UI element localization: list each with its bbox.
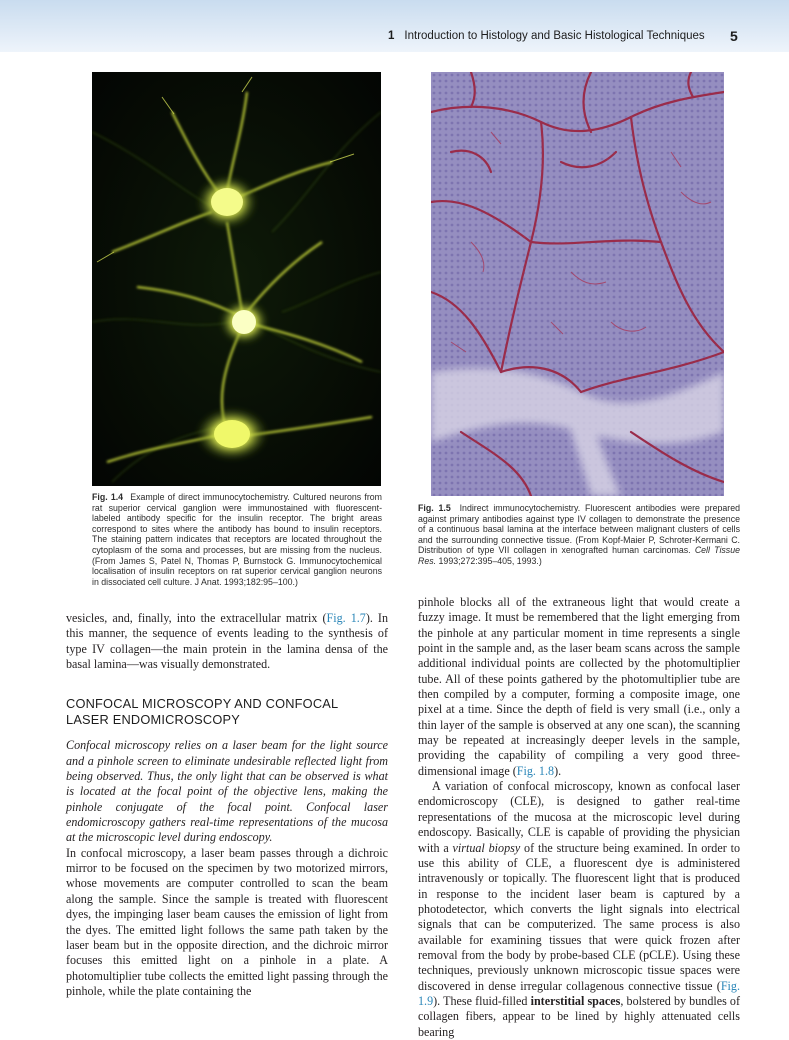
paragraph-text: pinhole blocks all of the extraneous light that would create a fuzzy image. It must be remembered that the light emerging from the pinhole at any particular moment in time represents a single point in the sample and, as the laser beam scans across the sample additional individual points are collected by the photomultiplier tube. All of these points gathered by the photomultiplier tube are then compiled by a computer, forming a composite image, one pixel at a time. Since the depth of field is very small (i.e., only a thin layer of the sample is observed at any one scan), the scanning may be repeated at increasingly deeper levels in the sample, providing the capability of compiling a very good three-dimensional image ( [418, 595, 740, 778]
figure-1-5-tissue-image [431, 72, 724, 496]
paragraph-text: of the structure being examined. In order to use this ability of CLE, a fluorescent dye is administered intravenously or topically. The fluorescent light that is produced in response to the incident laser beam is captured by a photodetector, which converts the light signals into electrical signals that can be computerized. The same process is also available for examining tissues that were quick frozen after removal from the body by probe-based CLE (pCLE). Using these techniques, previously unknown microscopic tissue spaces were discovered in dense irregular collagenous connective tissue ( [418, 840, 740, 993]
paragraph-text: ). In this manner, the sequence of events leading to the synthesis of type IV collagen—the main protein in the lamina densa of the basal lamina—was visually demonstrated. [66, 611, 388, 672]
paragraph-text: vesicles, and, finally, into the extracellular matrix ( [66, 611, 327, 625]
chapter-title: Introduction to Histology and Basic Histological Techniques [404, 30, 705, 42]
paragraph-text: , bolstered by bundles of collagen fibers, appear to be lined by highly attenuated cells bearing [418, 993, 740, 1039]
figure-1-5-caption-text: Indirect immunocytochemistry. Fluorescent antibodies were prepared against primary antibodies against type IV collagen to demonstrate the presence of a continuous basal lamina at the interface between malignant clusters of cells and the surrounding connective tissue. (From Kopf-Maier P, Schroter-Kermani C. Distribution of type VII collagen in xenografted human carcinomas. [418, 503, 740, 556]
figure-1-5-citation-end: 1993;272:395–405, 1993.) [436, 555, 542, 566]
paragraph-text: ). [554, 763, 562, 778]
paragraph-text: A variation of confocal microscopy, known as confocal laser endomicroscopy (CLE), is designed to gather real-time representations of the mucosa at the microscopic level during endoscopy. Basically, CLE is capable of providing the physician with a [418, 779, 740, 855]
section-heading-line-1: CONFOCAL MICROSCOPY AND CONFOCAL [66, 696, 339, 712]
fig-1-9-link[interactable]: Fig. 1.9 [418, 978, 740, 1008]
figure-1-4-caption [92, 492, 382, 587]
paragraph-text: ). These fluid-filled [433, 993, 531, 1008]
figure-1-4-label: Fig. 1.4 [92, 492, 124, 502]
page-number: 5 [730, 28, 738, 44]
figure-1-4-neurons-image [92, 72, 381, 486]
figure-1-5-journal: Cell Tissue Res. [418, 545, 740, 566]
key-term: interstitial spaces [530, 993, 621, 1008]
running-head [388, 30, 705, 42]
header-band [0, 0, 789, 52]
figure-1-4-caption-text: Example of direct immunocytochemistry. Cultured neurons from rat superior cervical ganglion were immunostained with fluorescent-labeled antibody specific for the insulin receptor. The bright areas correspond to sites where the antibody has bound to insulin receptors. The staining pattern indicates that receptors are located throughout the cytoplasm of the soma and processes, but are missing from the nucleus. (From James S, Patel N, Thomas P, Burnstock G. Immunocytochemical localisation of insulin receptors on rat superior cervical ganglion neurons in dissociated cell culture. J Anat. 1993;182:95–100.) [92, 492, 382, 587]
emphasis-text: virtual biopsy [452, 840, 521, 855]
figure-1-5-label: Fig. 1.5 [418, 503, 451, 513]
right-column [418, 595, 740, 1040]
fig-1-8-link[interactable]: Fig. 1.8 [516, 763, 555, 778]
left-column [66, 611, 388, 999]
paragraph [418, 779, 740, 1040]
figure-1-5-caption [418, 503, 740, 567]
section-abstract: Confocal microscopy relies on a laser beam for the light source and a pinhole screen to eliminate undesirable reflected light from being observed. Thus, the only light that can be observed is what is located at the focal point of the objective lens, making the pinhole conjugate of the focal point. Confocal laser endomicroscopy gathers real-time representations of the mucosa at the microscopic level during endoscopy. [66, 738, 388, 845]
paragraph: In confocal microscopy, a laser beam passes through a dichroic mirror to be focused on the specimen by two motorized mirrors, whose movements are computer controlled to scan the beam along the sample. Since the sample is treated with fluorescent dyes, the impinging laser beam causes the emission of light from the dyes. The emitted light follows the same path taken by the laser beam but in the opposite direction, and the dichroic mirror focuses this emitted light on a pinhole in a plate. A photomultiplier tube collects the emitted light passing through the pinhole, while the plate containing the [66, 845, 388, 998]
section-heading [66, 696, 388, 727]
paragraph [418, 595, 740, 779]
paragraph [66, 611, 388, 672]
fig-1-7-link[interactable]: Fig. 1.7 [326, 611, 366, 625]
chapter-number: 1 [388, 30, 395, 42]
section-heading-line-2: LASER ENDOMICROSCOPY [66, 711, 240, 727]
